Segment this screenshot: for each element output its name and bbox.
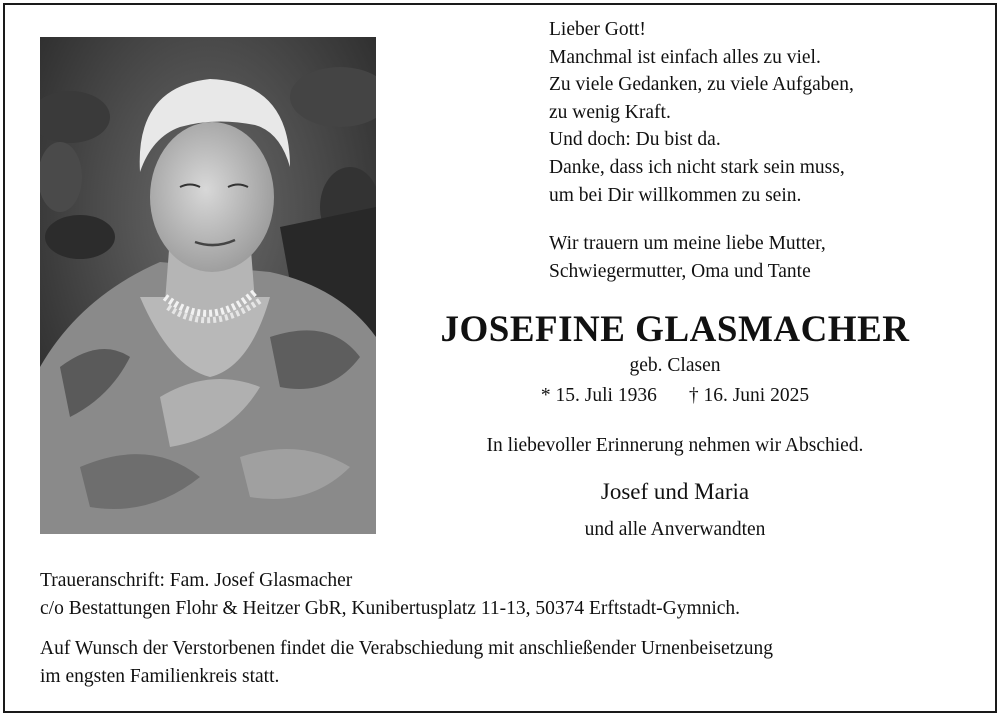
poem-line: um bei Dir willkommen zu sein. [549, 184, 802, 206]
farewell-text: In liebevoller Erinnerung nehmen wir Abschied. [486, 435, 864, 456]
poem-line: Und doch: Du bist da. [549, 129, 721, 151]
mourning-address [40, 567, 740, 622]
burial-notice [40, 635, 773, 690]
address-line: c/o Bestattungen Flohr & Heitzer GbR, Kunibertusplatz 11-13, 50374 Erftstadt-Gymnich. [40, 597, 741, 619]
address-line: Traueranschrift: Fam. Josef Glasmacher [40, 570, 353, 591]
portrait-photo [40, 37, 376, 534]
poem-line: Danke, dass ich nicht stark sein muss, [549, 156, 845, 178]
poem-line: Zu viele Gedanken, zu viele Aufgaben, [549, 74, 854, 96]
relatives-text: und alle Anverwandten [584, 519, 766, 540]
notice-line: Auf Wunsch der Verstorbenen findet die Verabschiedung mit anschließender Urnenbeisetzung [40, 638, 773, 659]
death-date: † 16. Juni 2025 [688, 385, 810, 406]
poem-line: Lieber Gott! [549, 19, 646, 40]
birth-date: * 15. Juli 1936 [540, 385, 657, 406]
mourning-line: Wir trauern um meine liebe Mutter, [549, 233, 826, 254]
life-dates [400, 385, 950, 407]
mourning-text [549, 230, 826, 285]
mourning-line: Schwiegermutter, Oma und Tante [549, 260, 811, 282]
poem-line: Manchmal ist einfach alles zu viel. [549, 46, 821, 68]
poem [549, 16, 854, 209]
maiden-name: geb. Clasen [629, 355, 721, 376]
notice-line: im engsten Familienkreis statt. [40, 665, 280, 687]
poem-line: zu wenig Kraft. [549, 101, 671, 123]
family-names: Josef und Maria [600, 479, 750, 504]
deceased-name: JOSEFINE GLASMACHER [440, 309, 910, 350]
